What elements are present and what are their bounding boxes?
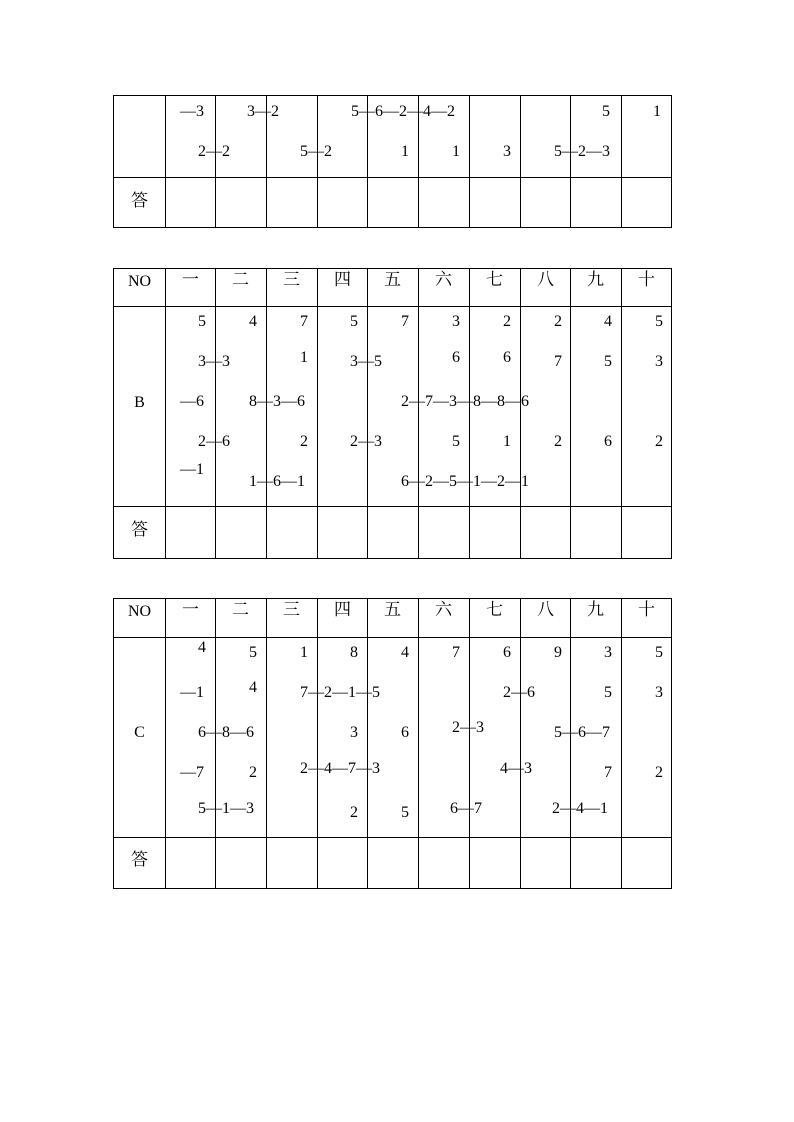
b-r1-c8: 2	[554, 313, 562, 330]
b-r4-c6: 5	[452, 433, 460, 450]
c-r4-c7: 4—3	[500, 760, 532, 777]
header-col7: 七	[486, 270, 503, 290]
b-r4-c10: 2	[655, 433, 663, 450]
a-row1-col10: 1	[653, 103, 661, 120]
b-r1-c6: 3	[452, 313, 460, 330]
b-r1-c2: 4	[249, 313, 257, 330]
b-r2-c10: 3	[655, 353, 663, 370]
header-col1: 一	[182, 600, 199, 620]
b-r3-c2: 8—3—6	[249, 393, 305, 410]
c-r1-c5: 4	[401, 644, 409, 661]
header-col6: 六	[435, 270, 452, 290]
c-r3-c1: 6—8—6	[198, 724, 254, 741]
a-row2-col6: 1	[452, 143, 460, 160]
c-r4-c1: —7	[180, 764, 204, 781]
b-r2-c6: 6	[452, 349, 460, 366]
header-col7: 七	[486, 600, 503, 620]
header-col2: 二	[232, 270, 249, 290]
a-row1-col5: 5—6—2—4—2	[351, 103, 455, 120]
a-row2-col3: 5—2	[300, 143, 332, 160]
header-col4: 四	[334, 600, 351, 620]
b-r2-c7: 6	[503, 349, 511, 366]
c-r1-c8: 9	[554, 644, 562, 661]
c-r3-c8: 5—6—7	[554, 724, 610, 741]
c-r1-c6: 7	[452, 644, 460, 661]
c-r2-c9: 5	[604, 684, 612, 701]
c-r4-c10: 2	[655, 764, 663, 781]
answer-label-a: 答	[131, 191, 148, 211]
b-r5-c1: —1	[180, 461, 204, 478]
c-r4-c9: 7	[604, 764, 612, 781]
header-no: NO	[127, 603, 152, 620]
header-col3: 三	[283, 270, 300, 290]
c-r2-c3: 7—2—1—5	[300, 684, 380, 701]
c-r5-c8: 2—4—1	[552, 800, 608, 817]
table-c	[113, 598, 672, 889]
a-row2-col8: 5—2—3	[554, 143, 610, 160]
a-row2-col5: 1	[401, 143, 409, 160]
b-r4-c4: 2—3	[350, 433, 382, 450]
c-r1-c2: 5	[249, 644, 257, 661]
c-r5-c1: 5—1—3	[198, 800, 254, 817]
b-r3-c5: 2—7—3—8—8—6	[401, 393, 529, 410]
c-r5-c5: 5	[401, 804, 409, 821]
header-col9: 九	[587, 600, 604, 620]
a-row2-col7: 3	[503, 143, 511, 160]
b-r4-c3: 2	[300, 433, 308, 450]
b-r4-c7: 1	[503, 433, 511, 450]
c-r1-c1: 4	[198, 639, 206, 656]
header-col5: 五	[384, 270, 401, 290]
b-r1-c10: 5	[655, 313, 663, 330]
header-col2: 二	[232, 600, 249, 620]
b-r1-c4: 5	[350, 313, 358, 330]
c-r3-c4: 3	[350, 724, 358, 741]
c-r3-c6: 2—3	[452, 719, 484, 736]
a-row1-col2: 3—2	[247, 103, 279, 120]
c-r2-c10: 3	[655, 684, 663, 701]
c-r2-c1: —1	[180, 684, 204, 701]
b-r2-c9: 5	[604, 353, 612, 370]
a-row1-col9: 5	[602, 103, 610, 120]
c-r1-c10: 5	[655, 644, 663, 661]
c-r4-c3: 2—4—7—3	[300, 760, 380, 777]
header-col4: 四	[334, 270, 351, 290]
a-row2-col1: 2—2	[198, 143, 230, 160]
c-r1-c9: 3	[604, 644, 612, 661]
header-col8: 八	[537, 600, 554, 620]
answer-label-c: 答	[131, 850, 148, 870]
row-label-c: C	[134, 724, 145, 741]
b-r3-c1: —6	[180, 393, 204, 410]
header-col1: 一	[182, 270, 199, 290]
b-r1-c3: 7	[300, 313, 308, 330]
header-col9: 九	[587, 270, 604, 290]
c-r1-c7: 6	[503, 644, 511, 661]
table-b	[113, 268, 672, 559]
header-col6: 六	[435, 600, 452, 620]
c-r5-c6: 6—7	[450, 800, 482, 817]
b-r5-c2: 1—6—1	[249, 473, 305, 490]
header-no: NO	[127, 273, 152, 290]
b-r2-c4: 3—5	[350, 353, 382, 370]
b-r2-c8: 7	[554, 353, 562, 370]
c-r5-c4: 2	[350, 804, 358, 821]
b-r4-c1: 2—6	[198, 433, 230, 450]
header-col8: 八	[537, 270, 554, 290]
header-col10: 十	[638, 270, 655, 290]
header-col3: 三	[283, 600, 300, 620]
header-col5: 五	[384, 600, 401, 620]
b-r4-c8: 2	[554, 433, 562, 450]
c-r2-c2: 4	[249, 679, 257, 696]
table-a-partial	[113, 95, 672, 228]
c-r4-c2: 2	[249, 764, 257, 781]
b-r1-c7: 2	[503, 313, 511, 330]
header-col10: 十	[638, 600, 655, 620]
b-r1-c1: 5	[198, 313, 206, 330]
b-r5-c5: 6—2—5—1—2—1	[401, 473, 529, 490]
b-r4-c9: 6	[604, 433, 612, 450]
b-r1-c9: 4	[604, 313, 612, 330]
row-label-b: B	[134, 394, 145, 411]
b-r2-c1: 3—3	[198, 353, 230, 370]
c-r3-c5: 6	[401, 724, 409, 741]
c-r2-c7: 2—6	[503, 684, 535, 701]
c-r1-c4: 8	[350, 644, 358, 661]
answer-label-b: 答	[131, 520, 148, 540]
b-r2-c3: 1	[300, 349, 308, 366]
c-r1-c3: 1	[300, 644, 308, 661]
b-r1-c5: 7	[401, 313, 409, 330]
a-row1-col1: —3	[180, 103, 204, 120]
